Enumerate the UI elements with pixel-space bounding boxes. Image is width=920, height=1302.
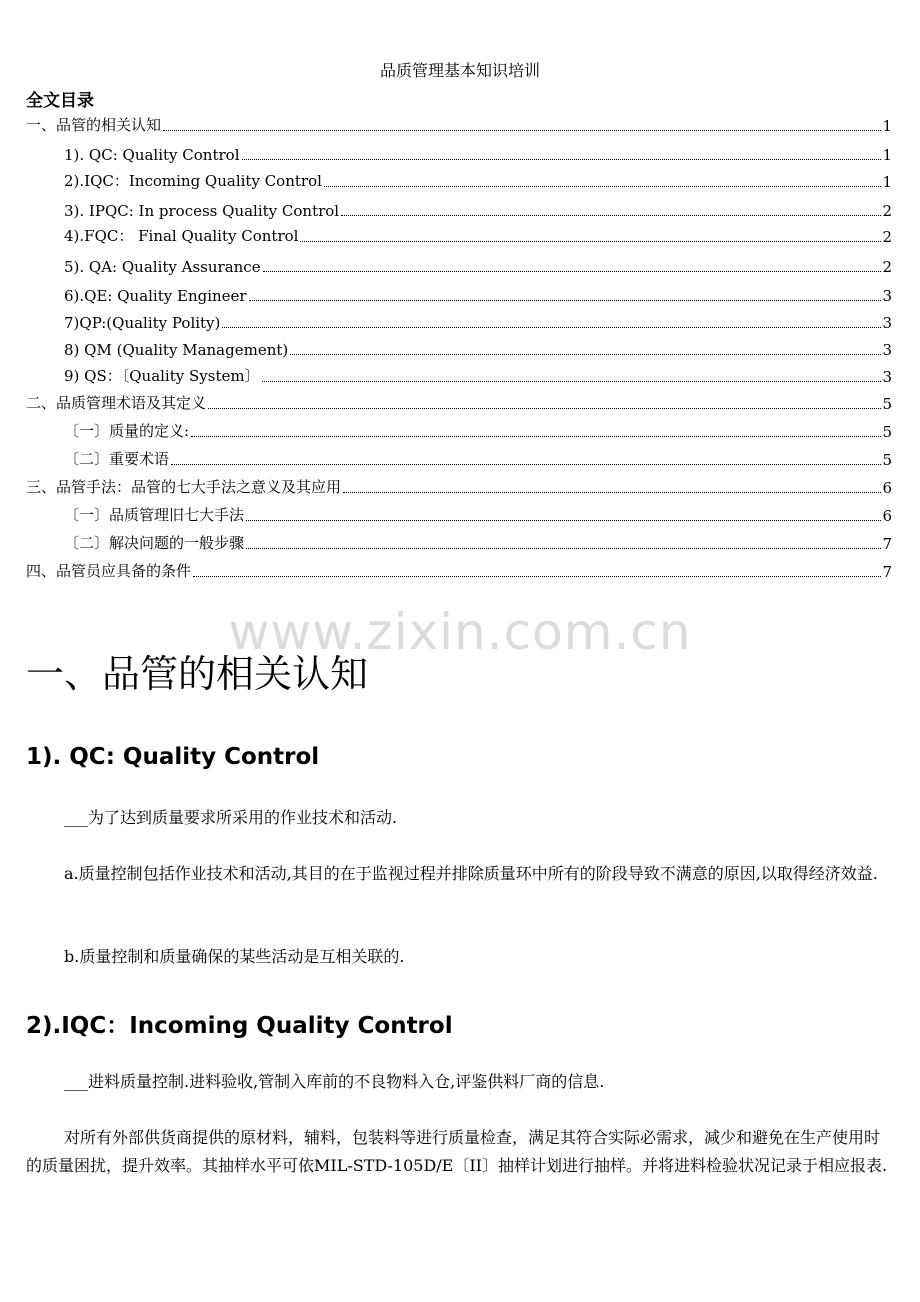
toc-entry[interactable] [64, 364, 892, 386]
toc-entry[interactable] [64, 503, 892, 525]
toc-entry[interactable] [64, 531, 892, 553]
paragraph: ___进料质量控制.进料验收,管制入库前的不良物料入仓,评鉴供料厂商的信息. [64, 1072, 605, 1091]
toc-leader-dots [290, 354, 881, 355]
toc-entry[interactable] [64, 224, 892, 246]
toc-leader-dots [249, 300, 882, 301]
toc-leader-dots [263, 271, 882, 272]
toc-leader-dots [246, 548, 881, 549]
paragraph: ___为了达到质量要求所采用的作业技术和活动. [64, 808, 398, 827]
paragraph: a.质量控制包括作业技术和活动,其目的在于监视过程并排除质量环中所有的阶段导致不满意的原因,以取得经济效益. [64, 864, 878, 883]
toc-leader-dots [341, 215, 881, 216]
subsection-heading-qc: 1). QC: Quality Control [26, 744, 320, 770]
toc-leader-dots [163, 130, 881, 131]
toc-leader-dots [208, 408, 881, 409]
section-heading: 一、品管的相关认知 [26, 652, 369, 696]
toc-entry-label: 3). IPQC: In process Quality Control [64, 202, 340, 220]
toc-entry[interactable] [26, 475, 892, 497]
toc-leader-dots [343, 492, 881, 493]
toc-entry[interactable] [26, 113, 892, 135]
toc-entry-label: 1). QC: Quality Control [64, 146, 240, 164]
toc-entry-page-number: 7 [882, 535, 892, 553]
toc-entry-page-number: 2 [882, 258, 892, 276]
toc-leader-dots [171, 464, 881, 465]
toc-entry-label: 一、品管的相关认知 [26, 116, 162, 134]
toc-entry-label: 2).IQC：Incoming Quality Control [64, 172, 322, 190]
toc-entry-page-number: 3 [882, 314, 892, 332]
toc-entry-page-number: 5 [882, 451, 892, 469]
toc-entry-page-number: 2 [882, 202, 892, 220]
toc-entry-label: 8) QM (Quality Management) [64, 341, 289, 359]
toc-leader-dots [191, 436, 881, 437]
toc-leader-dots [242, 159, 882, 160]
paragraph: b.质量控制和质量确保的某些活动是互相关联的. [64, 947, 405, 966]
toc-entry[interactable] [64, 447, 892, 469]
toc-entry-page-number: 6 [882, 507, 892, 525]
toc-leader-dots [262, 381, 882, 382]
toc-entry[interactable] [64, 337, 892, 359]
paragraph: 对所有外部供货商提供的原材料，辅料，包装料等进行质量检查，满足其符合实际必需求，减少和避免在生产使用时的质量困扰，提升效率。其抽样水平可依MIL-STD-105D/E〔II〕抽样计划进行抽样。并将进料检验状况记录于相应报表. [26, 1128, 888, 1175]
toc-entry[interactable] [64, 283, 892, 305]
toc-entry-page-number: 1 [882, 173, 892, 191]
toc-entry-label: 〔二〕重要术语 [64, 450, 170, 468]
toc-entry-page-number: 3 [882, 368, 892, 386]
toc-entry-label: 5). QA: Quality Assurance [64, 258, 261, 276]
toc-entry-label: 〔一〕质量的定义: [64, 422, 190, 440]
toc-entry[interactable] [64, 169, 892, 191]
toc-entry-label: 9) QS：〔Quality System〕 [64, 367, 260, 385]
toc-entry[interactable] [26, 391, 892, 413]
toc-entry-page-number: 5 [882, 395, 892, 413]
toc-entry-page-number: 3 [882, 287, 892, 305]
toc-entry-label: 〔一〕品质管理旧七大手法 [64, 506, 245, 524]
toc-entry-page-number: 5 [882, 423, 892, 441]
toc-leader-dots [324, 186, 882, 187]
toc-entry[interactable] [64, 198, 892, 220]
toc-entry-page-number: 6 [882, 479, 892, 497]
toc-entry-page-number: 2 [882, 228, 892, 246]
toc-entry[interactable] [64, 310, 892, 332]
toc-entry[interactable] [64, 419, 892, 441]
toc-entry-label: 7)QP:(Quality Polity) [64, 314, 221, 332]
toc-heading: 全文目录 [26, 91, 94, 111]
toc-entry[interactable] [26, 559, 892, 581]
watermark: www.zixin.com.cn [228, 603, 692, 661]
toc-entry-label: 〔二〕解决问题的一般步骤 [64, 534, 245, 552]
document-title: 品质管理基本知识培训 [379, 61, 540, 80]
toc-entry-page-number: 3 [882, 341, 892, 359]
toc-leader-dots [246, 520, 881, 521]
toc-entry-page-number: 1 [882, 146, 892, 164]
toc-entry-page-number: 7 [882, 563, 892, 581]
toc-entry[interactable] [64, 254, 892, 276]
toc-leader-dots [193, 576, 881, 577]
toc-entry-label: 4).FQC： Final Quality Control [64, 227, 299, 245]
toc-leader-dots [300, 241, 881, 242]
toc-entry-label: 三、品管手法：品管的七大手法之意义及其应用 [26, 478, 342, 496]
toc-entry[interactable] [64, 142, 892, 164]
subsection-heading-iqc: 2).IQC：Incoming Quality Control [26, 1013, 453, 1039]
toc-leader-dots [222, 327, 881, 328]
toc-entry-label: 四、品管员应具备的条件 [26, 562, 192, 580]
toc-entry-page-number: 1 [882, 117, 892, 135]
toc-entry-label: 二、品质管理术语及其定义 [26, 394, 207, 412]
toc-entry-label: 6).QE: Quality Engineer [64, 287, 247, 305]
